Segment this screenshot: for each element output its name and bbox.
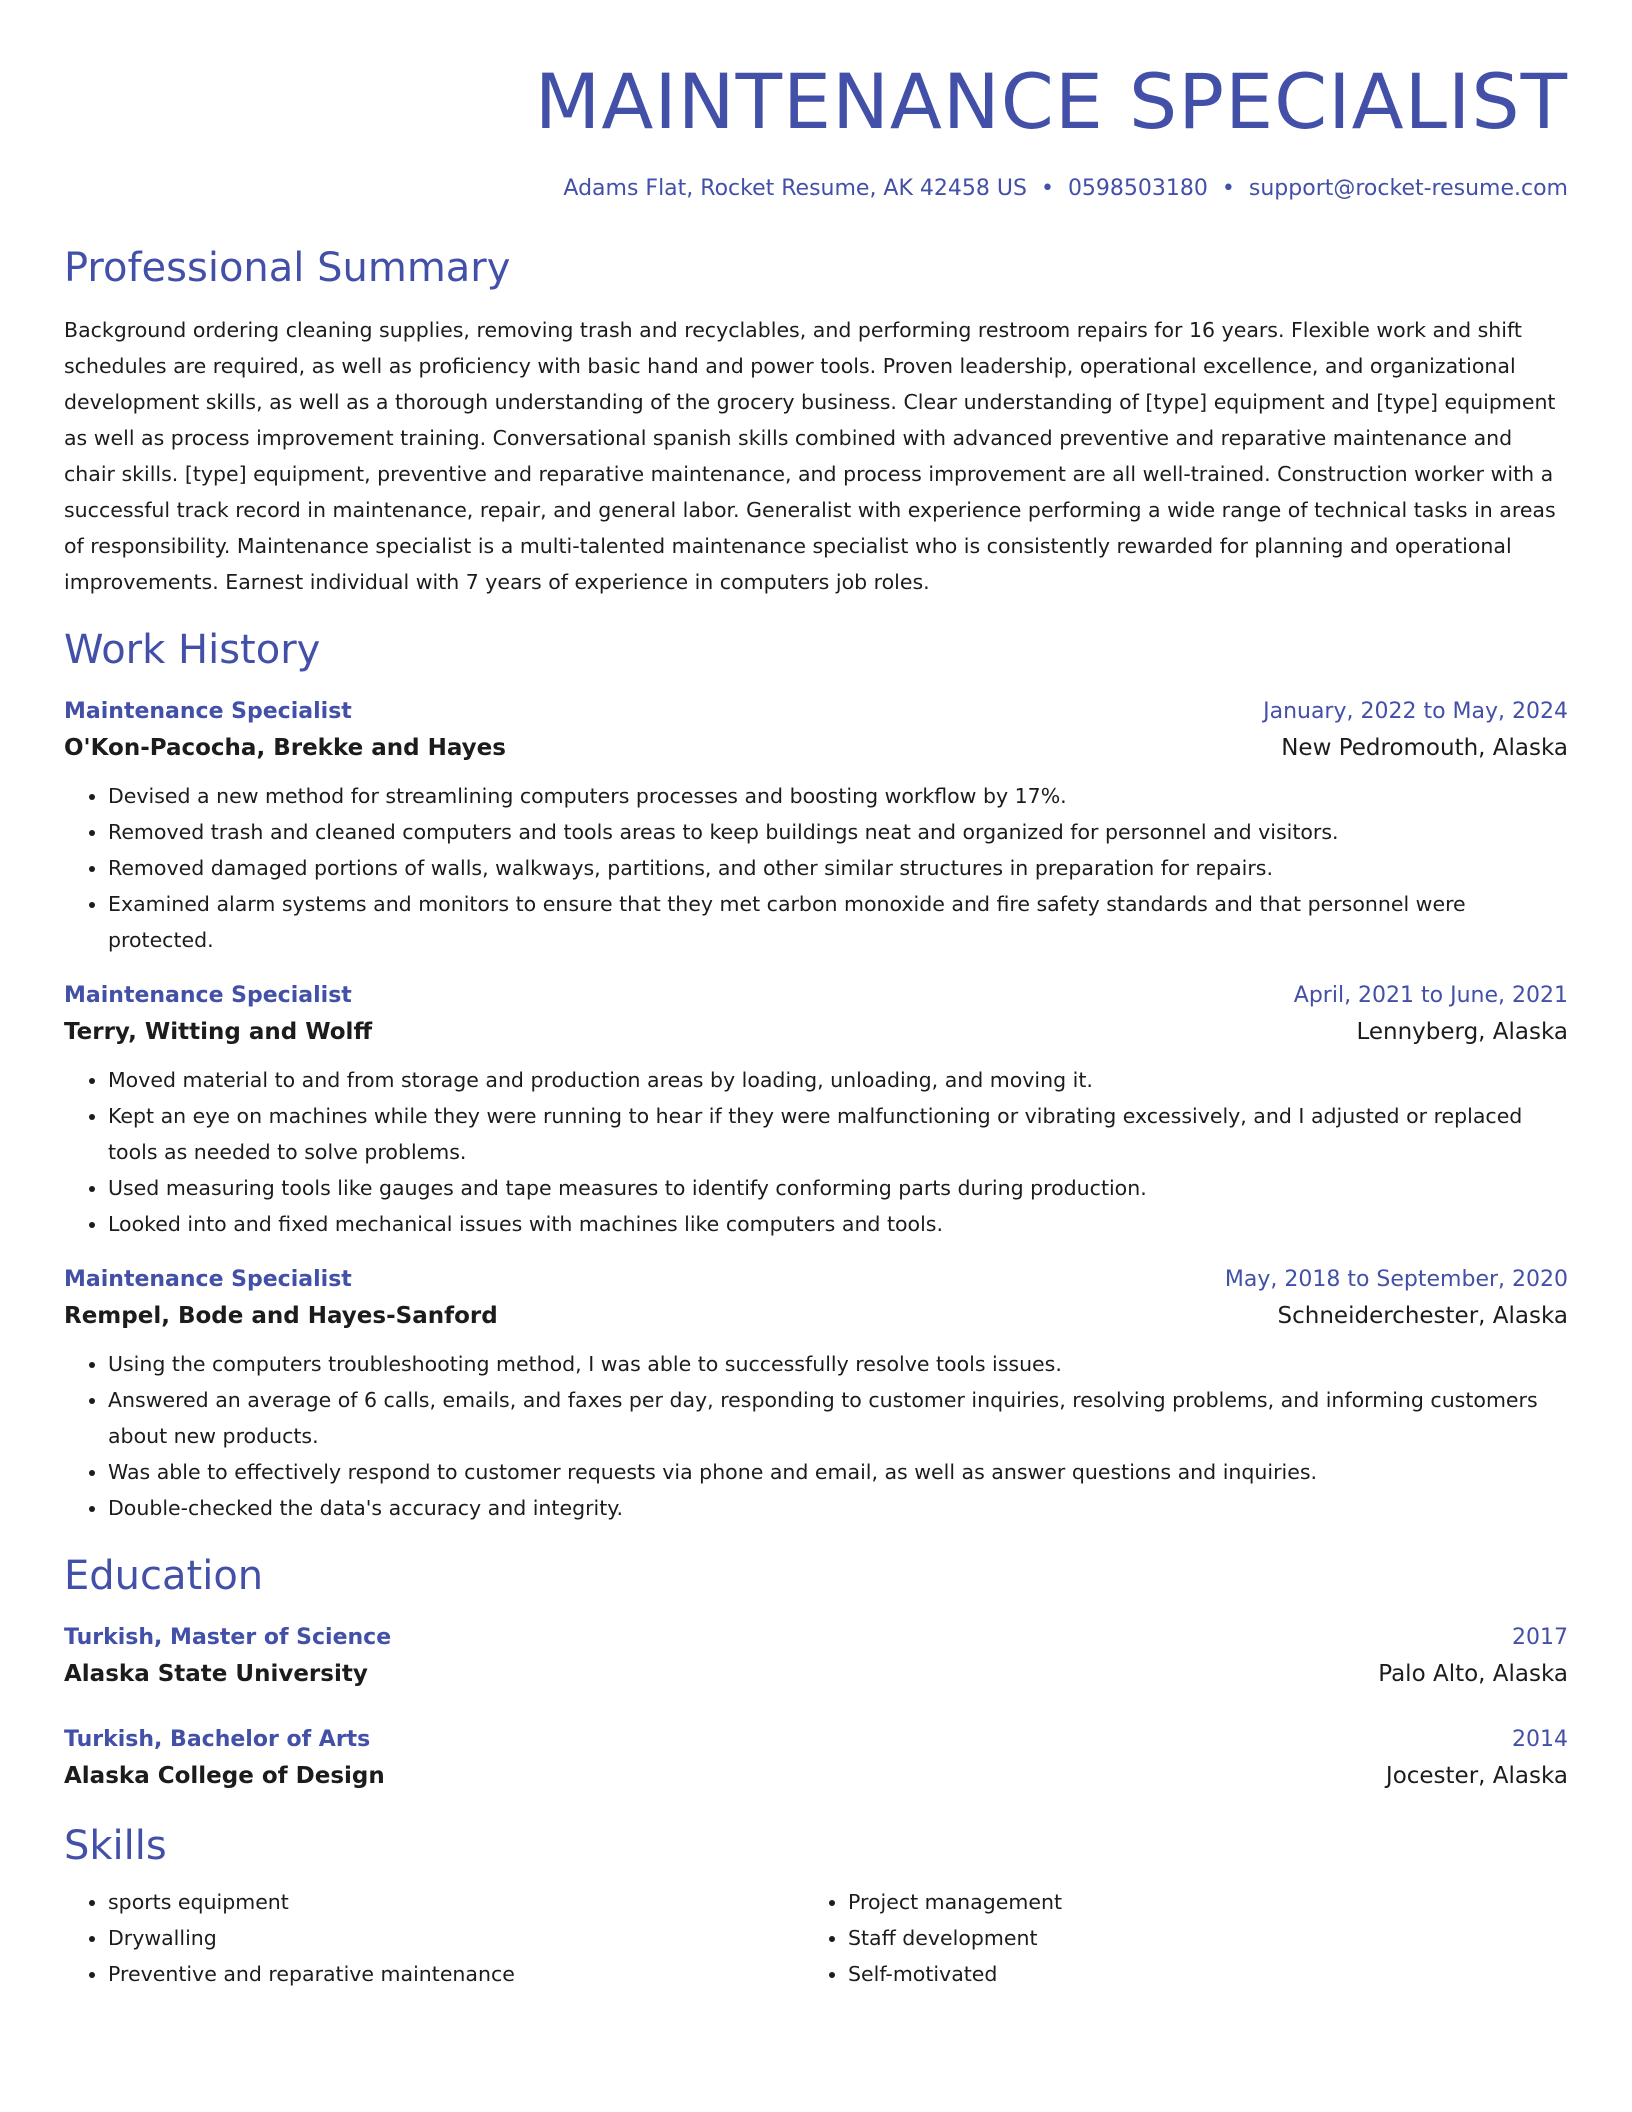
job-employer: O'Kon-Pacocha, Brekke and Hayes <box>64 735 506 761</box>
skills-list <box>64 1884 1568 1992</box>
job-bullet: • Devised a new method for streamlining computers processes and boosting workflow by 17%. <box>108 778 1568 814</box>
education-header-row <box>64 1622 1568 1654</box>
skill-item: • Preventive and reparative maintenance <box>108 1956 804 1992</box>
job-entry <box>64 1264 1568 1526</box>
candidate-name: MAINTENANCE SPECIALIST <box>534 57 1568 146</box>
job-location: Lennyberg, Alaska <box>1356 1019 1568 1045</box>
job-bullet: • Looked into and fixed mechanical issues with machines like computers and tools. <box>108 1206 1568 1242</box>
skill-item: • Project management <box>848 1884 1544 1920</box>
job-location: New Pedromouth, Alaska <box>1281 735 1568 761</box>
job-employer-row <box>64 728 1568 768</box>
skills-column-right <box>804 1884 1544 1992</box>
job-employer-row <box>64 1012 1568 1052</box>
education-year: 2014 <box>1512 1727 1568 1752</box>
skill-item: • Drywalling <box>108 1920 804 1956</box>
education-entry <box>64 1622 1568 1694</box>
job-bullet: • Examined alarm systems and monitors to ensure that they met carbon monoxide and fire safety standards and that personnel were protected. <box>108 886 1568 958</box>
education-entry <box>64 1724 1568 1796</box>
contact-separator: • <box>1040 176 1054 201</box>
education-school: Alaska State University <box>64 1661 368 1687</box>
skill-item: • sports equipment <box>108 1884 804 1920</box>
education-degree: Turkish, Master of Science <box>64 1625 392 1650</box>
education-school-row <box>64 1756 1568 1796</box>
education-year: 2017 <box>1512 1625 1568 1650</box>
job-bullet: • Kept an eye on machines while they were running to hear if they were malfunctioning or vibrating excessively, and I adjusted or replaced tools as needed to solve problems. <box>108 1098 1568 1170</box>
job-bullet: • Used measuring tools like gauges and tape measures to identify conforming parts during production. <box>108 1170 1568 1206</box>
contact-email: support@rocket-resume.com <box>1248 176 1568 201</box>
job-dates: January, 2022 to May, 2024 <box>1263 699 1568 724</box>
skills-column-left <box>64 1884 804 1992</box>
job-dates: May, 2018 to September, 2020 <box>1224 1267 1568 1292</box>
job-employer: Rempel, Bode and Hayes-Sanford <box>64 1303 498 1329</box>
skill-item: • Self-motivated <box>848 1956 1544 1992</box>
job-bullets <box>64 1346 1568 1526</box>
job-bullet: • Removed damaged portions of walls, walkways, partitions, and other similar structures in preparation for repairs. <box>108 850 1568 886</box>
job-location: Schneiderchester, Alaska <box>1277 1303 1568 1329</box>
resume-header <box>64 56 1568 204</box>
education-location: Jocester, Alaska <box>1385 1763 1568 1789</box>
job-title: Maintenance Specialist <box>64 699 352 724</box>
job-bullet: • Removed trash and cleaned computers and tools areas to keep buildings neat and organized for personnel and visitors. <box>108 814 1568 850</box>
job-bullets <box>64 778 1568 958</box>
job-dates: April, 2021 to June, 2021 <box>1293 983 1568 1008</box>
job-title: Maintenance Specialist <box>64 1267 352 1292</box>
job-title: Maintenance Specialist <box>64 983 352 1008</box>
contact-separator: • <box>1221 176 1235 201</box>
education-location: Palo Alto, Alaska <box>1378 1661 1568 1687</box>
job-bullet: • Moved material to and from storage and production areas by loading, unloading, and moving it. <box>108 1062 1568 1098</box>
job-bullets <box>64 1062 1568 1242</box>
education-header-row <box>64 1724 1568 1756</box>
contact-phone: 0598503180 <box>1067 176 1208 201</box>
job-bullet: • Answered an average of 6 calls, emails, and faxes per day, responding to customer inquiries, resolving problems, and informing customers about new products. <box>108 1382 1568 1454</box>
job-bullet: • Was able to effectively respond to customer requests via phone and email, as well as answer questions and inquiries. <box>108 1454 1568 1490</box>
section-title-skills: Skills <box>64 1823 167 1869</box>
skill-item: • Staff development <box>848 1920 1544 1956</box>
job-bullet: • Using the computers troubleshooting method, I was able to successfully resolve tools issues. <box>108 1346 1568 1382</box>
job-employer-row <box>64 1296 1568 1336</box>
section-title-summary: Professional Summary <box>64 245 511 291</box>
section-title-education: Education <box>64 1553 264 1599</box>
education-degree: Turkish, Bachelor of Arts <box>64 1727 371 1752</box>
job-entry <box>64 980 1568 1242</box>
summary-text: Background ordering cleaning supplies, removing trash and recyclables, and performing restroom repairs for 16 years. Flexible work and shift schedules are required, as well as proficiency with basic hand and power tools. Proven leadership, operational excellence, and organizational development skills, as well as a thorough understanding of the grocery business. Clear understanding of [type] equipment and [type] equipment as well as process improvement training. Conversational spanish skills combined with advanced preventive and reparative maintenance and chair skills. [type] equipment, preventive and reparative maintenance, and process improvement are all well-trained. Construction worker with a successful track record in maintenance, repair, and general labor. Generalist with experience performing a wide range of technical tasks in areas of responsibility. Maintenance specialist is a multi-talented maintenance specialist who is consistently rewarded for planning and operational improvements. Earnest individual with 7 years of experience in computers job roles. <box>64 318 1556 594</box>
job-employer: Terry, Witting and Wolff <box>64 1019 373 1045</box>
education-school: Alaska College of Design <box>64 1763 385 1789</box>
job-bullet: • Double-checked the data's accuracy and integrity. <box>108 1490 1568 1526</box>
job-header-row <box>64 980 1568 1012</box>
job-entry <box>64 696 1568 958</box>
job-header-row <box>64 1264 1568 1296</box>
section-title-work-history: Work History <box>64 627 321 673</box>
contact-address: Adams Flat, Rocket Resume, AK 42458 US <box>563 176 1027 201</box>
job-header-row <box>64 696 1568 728</box>
education-school-row <box>64 1654 1568 1694</box>
contact-line <box>64 174 1568 204</box>
